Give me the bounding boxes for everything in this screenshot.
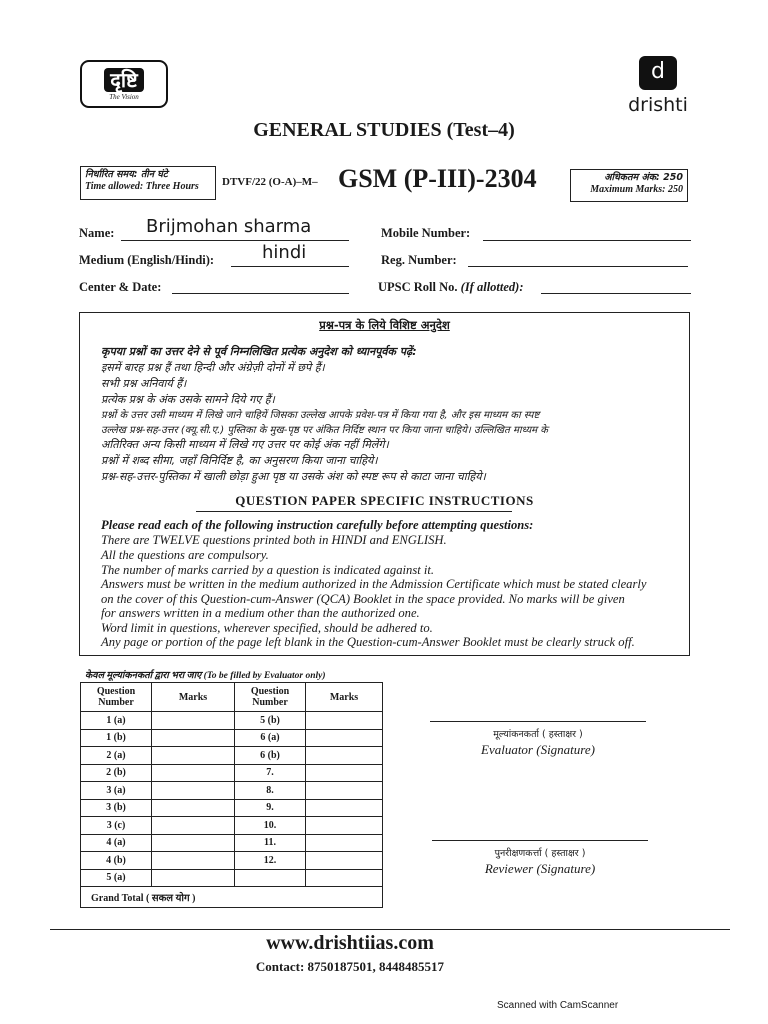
marks-cell[interactable] — [306, 729, 383, 747]
marks-cell[interactable] — [306, 782, 383, 800]
drishti-logo-right — [624, 56, 692, 116]
marks-cell[interactable] — [306, 834, 383, 852]
english-instruction-line: Answers must be written in the medium authorized in the Admission Certificate which must be stated clearly — [101, 577, 647, 591]
question-cell: 10. — [235, 817, 306, 835]
medium-line — [231, 266, 349, 267]
english-instruction-line: There are TWELVE questions printed both in HINDI and ENGLISH. — [101, 533, 447, 547]
table-row — [81, 834, 383, 852]
english-instruction-line: for answers written in a medium other than the authorized one. — [101, 606, 420, 620]
website-link[interactable]: www.drishtiias.com — [266, 932, 434, 954]
hindi-instruction-line: सभी प्रश्न अनिवार्य हैं। — [101, 377, 187, 390]
table-header: Question Number — [235, 683, 306, 712]
name-line — [121, 240, 349, 241]
time-english: Time allowed: Three Hours — [85, 181, 199, 192]
marks-cell[interactable] — [152, 712, 235, 730]
center-date-line[interactable] — [172, 293, 349, 294]
drishti-logo-left — [80, 60, 168, 108]
table-row — [81, 764, 383, 782]
marks-cell[interactable] — [306, 747, 383, 765]
hindi-instruction-line: उल्लेख प्रश्न-सह-उत्तर (क्यू.सी.ए.) पुस्तिका के मुख-पृष्ठ पर अंकित निर्दिष्ट स्थान पर किया जाना चाहिये। उल्लिखित माध्यम के — [101, 425, 548, 436]
marks-cell[interactable] — [306, 799, 383, 817]
question-cell: 3 (c) — [81, 817, 152, 835]
question-cell: 2 (a) — [81, 747, 152, 765]
page-title: GENERAL STUDIES (Test–4) — [253, 119, 515, 141]
question-cell: 5 (a) — [81, 869, 152, 887]
question-cell: 6 (a) — [235, 729, 306, 747]
reg-number-line[interactable] — [468, 266, 688, 267]
marks-cell[interactable] — [306, 869, 383, 887]
upsc-roll-label: UPSC Roll No. (If allotted): — [378, 280, 524, 294]
marks-cell[interactable] — [152, 782, 235, 800]
hindi-instruction-line: प्रश्नों में शब्द सीमा, जहाँ विनिर्दिष्ट है, का अनुसरण किया जाना चाहिये। — [101, 454, 378, 467]
marks-table — [80, 682, 383, 908]
max-marks-hindi: अधिकतम अंक: 250 — [604, 172, 683, 183]
medium-value[interactable]: hindi — [262, 242, 307, 263]
reviewer-signature-label: Reviewer (Signature) — [484, 861, 596, 876]
table-header: Marks — [152, 683, 235, 712]
english-instruction-line: The number of marks carried by a question is indicated against it. — [101, 563, 435, 577]
marks-cell[interactable] — [152, 747, 235, 765]
paper-code-small: DTVF/22 (O-A)–M– — [222, 176, 318, 188]
upsc-roll-line[interactable] — [541, 293, 691, 294]
english-instruction-line: on the cover of this Question-cum-Answer (QCA) Booklet in the space provided. No marks will be given — [101, 592, 625, 606]
evaluator-signature-hindi: मूल्यांकनकर्ता ( हस्ताक्षर ) — [493, 729, 583, 740]
hindi-instruction-line: प्रश्नों के उत्तर उसी माध्यम में लिखे जाने चाहियें जिसका उल्लेख आपके प्रवेश-पत्र में किया गया है, और इस माध्यम का स्पष्ट — [101, 410, 540, 421]
reviewer-signature-hindi: पुनरीक्षणकर्त्ता ( हस्ताक्षर ) — [494, 848, 586, 859]
english-instruction-line: Word limit in questions, wherever specified, should be adhered to. — [101, 621, 433, 635]
contact-numbers: Contact: 8750187501, 8448485517 — [255, 959, 445, 974]
hindi-instruction-line: कृपया प्रश्नों का उत्तर देने से पूर्व निम्नलिखित प्रत्येक अनुदेश को ध्यानपूर्वक पढ़ें: — [101, 345, 417, 358]
table-row — [81, 747, 383, 765]
marks-cell[interactable] — [152, 729, 235, 747]
hindi-instruction-line: इसमें बारह प्रश्न हैं तथा हिन्दी और अंग्रेज़ी दोनों में छपे हैं। — [101, 361, 325, 374]
question-cell: 5 (b) — [235, 712, 306, 730]
max-marks-box — [570, 169, 688, 202]
question-cell: 3 (a) — [81, 782, 152, 800]
footer-divider — [50, 929, 730, 930]
marks-cell[interactable] — [152, 817, 235, 835]
table-header: Marks — [306, 683, 383, 712]
question-cell: 3 (b) — [81, 799, 152, 817]
table-row — [81, 729, 383, 747]
mobile-label: Mobile Number: — [381, 226, 471, 240]
max-marks-english: Maximum Marks: 250 — [590, 184, 683, 195]
question-cell: 4 (a) — [81, 834, 152, 852]
grand-total-cell: Grand Total ( सकल योग ) — [81, 887, 383, 908]
question-cell: 9. — [235, 799, 306, 817]
question-cell: 11. — [235, 834, 306, 852]
question-cell — [235, 869, 306, 887]
english-instruction-line: Any page or portion of the page left blank in the Question-cum-Answer Booklet must be clearly struck off. — [101, 635, 635, 649]
english-instruction-line: All the questions are compulsory. — [101, 548, 269, 562]
question-cell: 6 (b) — [235, 747, 306, 765]
evaluator-signature-line[interactable] — [430, 721, 646, 722]
question-cell: 2 (b) — [81, 764, 152, 782]
evaluator-signature-label: Evaluator (Signature) — [481, 742, 595, 757]
marks-cell[interactable] — [152, 799, 235, 817]
table-header: Question Number — [81, 683, 152, 712]
table-row — [81, 712, 383, 730]
name-value[interactable]: Brijmohan sharma — [146, 216, 312, 237]
marks-cell[interactable] — [152, 869, 235, 887]
question-cell: 1 (b) — [81, 729, 152, 747]
marks-cell[interactable] — [306, 817, 383, 835]
reviewer-signature-line[interactable] — [432, 840, 648, 841]
marks-cell[interactable] — [306, 852, 383, 870]
question-cell: 8. — [235, 782, 306, 800]
center-date-label: Center & Date: — [79, 280, 162, 294]
table-row — [81, 799, 383, 817]
hindi-instructions-heading: प्रश्न-पत्र के लिये विशिष्ट अनुदेश — [319, 318, 450, 332]
evaluator-note: केवल मूल्यांकनकर्ता द्वारा भरा जाए (To be filled by Evaluator only) — [85, 671, 326, 681]
logo-wordmark: drishti — [628, 94, 688, 116]
logo-d-icon: d — [639, 56, 677, 90]
marks-cell[interactable] — [152, 764, 235, 782]
paper-code: GSM (P-III)-2304 — [338, 164, 537, 193]
marks-cell[interactable] — [306, 764, 383, 782]
marks-cell[interactable] — [152, 852, 235, 870]
table-header-row — [81, 683, 383, 712]
scanner-watermark: Scanned with CamScanner — [497, 1000, 619, 1011]
hindi-instruction-line: अतिरिक्त अन्य किसी माध्यम में लिखे गए उत्तर पर कोई अंक नहीं मिलेंगे। — [101, 438, 389, 451]
question-cell: 4 (b) — [81, 852, 152, 870]
table-row — [81, 817, 383, 835]
reg-number-label: Reg. Number: — [381, 253, 457, 267]
time-allowed-box — [80, 166, 216, 200]
logo-hindi-text: दृष्टि — [104, 68, 143, 92]
mobile-line[interactable] — [483, 240, 691, 241]
english-heading-underline — [196, 511, 512, 512]
table-row — [81, 852, 383, 870]
medium-label: Medium (English/Hindi): — [79, 253, 215, 267]
hindi-instruction-line: प्रश्न-सह-उत्तर-पुस्तिका में खाली छोड़ा हुआ पृष्ठ या उसके अंश को स्पष्ट रूप से काटा जाना चाहिये। — [101, 470, 486, 483]
question-cell: 1 (a) — [81, 712, 152, 730]
english-instructions-heading: QUESTION PAPER SPECIFIC INSTRUCTIONS — [235, 493, 534, 508]
table-row — [81, 782, 383, 800]
hindi-instruction-line: प्रत्येक प्रश्न के अंक उसके सामने दिये गए हैं। — [101, 393, 275, 406]
question-cell: 7. — [235, 764, 306, 782]
english-instruction-line: Please read each of the following instruction carefully before attempting questions: — [101, 518, 534, 532]
marks-cell[interactable] — [306, 712, 383, 730]
logo-tagline: The Vision — [109, 92, 139, 101]
grand-total-row — [81, 887, 383, 908]
question-cell: 12. — [235, 852, 306, 870]
name-label: Name: — [79, 226, 115, 240]
table-row — [81, 869, 383, 887]
time-hindi: निर्धारित समय: तीन घंटे — [85, 169, 168, 180]
marks-cell[interactable] — [152, 834, 235, 852]
